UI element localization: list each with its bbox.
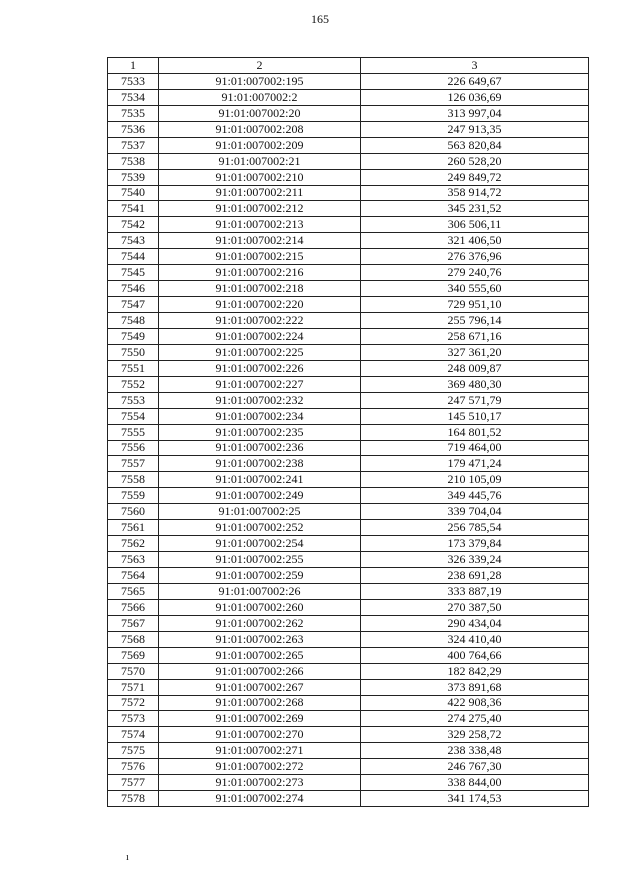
row-number-cell: 7575	[108, 743, 159, 759]
cadastral-number-cell: 91:01:007002:209	[159, 137, 361, 153]
table-row	[108, 488, 589, 504]
value-cell: 238 338,48	[361, 743, 589, 759]
value-cell: 422 908,36	[361, 695, 589, 711]
row-number-cell: 7548	[108, 313, 159, 329]
row-number-cell: 7573	[108, 711, 159, 727]
value-cell: 279 240,76	[361, 265, 589, 281]
table-row	[108, 583, 589, 599]
table-row	[108, 775, 589, 791]
cadastral-number-cell: 91:01:007002:216	[159, 265, 361, 281]
row-number-cell: 7572	[108, 695, 159, 711]
row-number-cell: 7535	[108, 105, 159, 121]
value-cell: 339 704,04	[361, 504, 589, 520]
cadastral-number-cell: 91:01:007002:218	[159, 281, 361, 297]
value-cell: 247 913,35	[361, 121, 589, 137]
table-row	[108, 520, 589, 536]
value-cell: 276 376,96	[361, 249, 589, 265]
row-number-cell: 7547	[108, 297, 159, 313]
cadastral-number-cell: 91:01:007002:212	[159, 201, 361, 217]
value-cell: 290 434,04	[361, 615, 589, 631]
table-header-row	[108, 58, 589, 74]
value-cell: 338 844,00	[361, 775, 589, 791]
table-row	[108, 727, 589, 743]
table-row	[108, 615, 589, 631]
row-number-cell: 7558	[108, 472, 159, 488]
row-number-cell: 7551	[108, 360, 159, 376]
value-cell: 255 796,14	[361, 313, 589, 329]
registry-table	[107, 57, 589, 807]
value-cell: 179 471,24	[361, 456, 589, 472]
table-row	[108, 440, 589, 456]
row-number-cell: 7540	[108, 185, 159, 201]
table-row	[108, 137, 589, 153]
cadastral-number-cell: 91:01:007002:232	[159, 392, 361, 408]
table-row	[108, 695, 589, 711]
cadastral-number-cell: 91:01:007002:215	[159, 249, 361, 265]
value-cell: 270 387,50	[361, 599, 589, 615]
row-number-cell: 7536	[108, 121, 159, 137]
cadastral-number-cell: 91:01:007002:274	[159, 791, 361, 807]
row-number-cell: 7553	[108, 392, 159, 408]
row-number-cell: 7537	[108, 137, 159, 153]
column-header: 1	[108, 58, 159, 74]
value-cell: 341 174,53	[361, 791, 589, 807]
cadastral-number-cell: 91:01:007002:262	[159, 615, 361, 631]
table-row	[108, 536, 589, 552]
cadastral-number-cell: 91:01:007002:252	[159, 520, 361, 536]
table-body	[108, 73, 589, 806]
cadastral-number-cell: 91:01:007002:263	[159, 631, 361, 647]
cadastral-number-cell: 91:01:007002:266	[159, 663, 361, 679]
table-row	[108, 73, 589, 89]
value-cell: 345 231,52	[361, 201, 589, 217]
cadastral-number-cell: 91:01:007002:241	[159, 472, 361, 488]
table-row	[108, 265, 589, 281]
value-cell: 246 767,30	[361, 759, 589, 775]
table-row	[108, 392, 589, 408]
row-number-cell: 7578	[108, 791, 159, 807]
row-number-cell: 7538	[108, 153, 159, 169]
value-cell: 274 275,40	[361, 711, 589, 727]
value-cell: 400 764,66	[361, 647, 589, 663]
value-cell: 326 339,24	[361, 552, 589, 568]
cadastral-number-cell: 91:01:007002:21	[159, 153, 361, 169]
table-row	[108, 249, 589, 265]
row-number-cell: 7545	[108, 265, 159, 281]
table-row	[108, 568, 589, 584]
row-number-cell: 7560	[108, 504, 159, 520]
value-cell: 340 555,60	[361, 281, 589, 297]
row-number-cell: 7539	[108, 169, 159, 185]
value-cell: 729 951,10	[361, 297, 589, 313]
value-cell: 321 406,50	[361, 233, 589, 249]
value-cell: 260 528,20	[361, 153, 589, 169]
cadastral-number-cell: 91:01:007002:220	[159, 297, 361, 313]
value-cell: 226 649,67	[361, 73, 589, 89]
row-number-cell: 7555	[108, 424, 159, 440]
row-number-cell: 7563	[108, 552, 159, 568]
row-number-cell: 7567	[108, 615, 159, 631]
value-cell: 349 445,76	[361, 488, 589, 504]
value-cell: 329 258,72	[361, 727, 589, 743]
table-row	[108, 759, 589, 775]
table-row	[108, 360, 589, 376]
value-cell: 145 510,17	[361, 408, 589, 424]
cadastral-number-cell: 91:01:007002:225	[159, 344, 361, 360]
cadastral-number-cell: 91:01:007002:267	[159, 679, 361, 695]
table-row	[108, 791, 589, 807]
value-cell: 173 379,84	[361, 536, 589, 552]
cadastral-number-cell: 91:01:007002:260	[159, 599, 361, 615]
table-row	[108, 663, 589, 679]
table-row	[108, 201, 589, 217]
row-number-cell: 7546	[108, 281, 159, 297]
value-cell: 327 361,20	[361, 344, 589, 360]
table-row	[108, 376, 589, 392]
row-number-cell: 7571	[108, 679, 159, 695]
cadastral-number-cell: 91:01:007002:273	[159, 775, 361, 791]
value-cell: 306 506,11	[361, 217, 589, 233]
row-number-cell: 7549	[108, 328, 159, 344]
column-header: 3	[361, 58, 589, 74]
value-cell: 248 009,87	[361, 360, 589, 376]
row-number-cell: 7557	[108, 456, 159, 472]
cadastral-number-cell: 91:01:007002:270	[159, 727, 361, 743]
table-row	[108, 281, 589, 297]
footer-mark: ı	[126, 852, 129, 863]
cadastral-number-cell: 91:01:007002:272	[159, 759, 361, 775]
table-row	[108, 424, 589, 440]
row-number-cell: 7569	[108, 647, 159, 663]
row-number-cell: 7570	[108, 663, 159, 679]
table-row	[108, 217, 589, 233]
row-number-cell: 7566	[108, 599, 159, 615]
cadastral-number-cell: 91:01:007002:265	[159, 647, 361, 663]
table-row	[108, 408, 589, 424]
cadastral-number-cell: 91:01:007002:224	[159, 328, 361, 344]
row-number-cell: 7544	[108, 249, 159, 265]
cadastral-number-cell: 91:01:007002:235	[159, 424, 361, 440]
row-number-cell: 7565	[108, 583, 159, 599]
cadastral-number-cell: 91:01:007002:259	[159, 568, 361, 584]
row-number-cell: 7556	[108, 440, 159, 456]
value-cell: 164 801,52	[361, 424, 589, 440]
table-row	[108, 472, 589, 488]
cadastral-number-cell: 91:01:007002:208	[159, 121, 361, 137]
table-row	[108, 105, 589, 121]
cadastral-number-cell: 91:01:007002:213	[159, 217, 361, 233]
row-number-cell: 7564	[108, 568, 159, 584]
table-row	[108, 185, 589, 201]
table-row	[108, 169, 589, 185]
row-number-cell: 7533	[108, 73, 159, 89]
cadastral-number-cell: 91:01:007002:2	[159, 89, 361, 105]
table-row	[108, 328, 589, 344]
row-number-cell: 7577	[108, 775, 159, 791]
page-number: 165	[311, 12, 329, 26]
value-cell: 563 820,84	[361, 137, 589, 153]
cadastral-number-cell: 91:01:007002:268	[159, 695, 361, 711]
cadastral-number-cell: 91:01:007002:238	[159, 456, 361, 472]
table-row	[108, 647, 589, 663]
cadastral-number-cell: 91:01:007002:227	[159, 376, 361, 392]
table-row	[108, 552, 589, 568]
table-row	[108, 121, 589, 137]
value-cell: 249 849,72	[361, 169, 589, 185]
value-cell: 258 671,16	[361, 328, 589, 344]
cadastral-number-cell: 91:01:007002:236	[159, 440, 361, 456]
table-row	[108, 233, 589, 249]
row-number-cell: 7561	[108, 520, 159, 536]
row-number-cell: 7562	[108, 536, 159, 552]
table-row	[108, 679, 589, 695]
row-number-cell: 7550	[108, 344, 159, 360]
row-number-cell: 7568	[108, 631, 159, 647]
value-cell: 182 842,29	[361, 663, 589, 679]
value-cell: 210 105,09	[361, 472, 589, 488]
table-row	[108, 313, 589, 329]
table-row	[108, 599, 589, 615]
value-cell: 313 997,04	[361, 105, 589, 121]
cadastral-number-cell: 91:01:007002:20	[159, 105, 361, 121]
table-row	[108, 297, 589, 313]
cadastral-number-cell: 91:01:007002:25	[159, 504, 361, 520]
cadastral-number-cell: 91:01:007002:271	[159, 743, 361, 759]
cadastral-number-cell: 91:01:007002:214	[159, 233, 361, 249]
cadastral-number-cell: 91:01:007002:26	[159, 583, 361, 599]
value-cell: 373 891,68	[361, 679, 589, 695]
cadastral-number-cell: 91:01:007002:226	[159, 360, 361, 376]
row-number-cell: 7534	[108, 89, 159, 105]
value-cell: 358 914,72	[361, 185, 589, 201]
row-number-cell: 7574	[108, 727, 159, 743]
row-number-cell: 7576	[108, 759, 159, 775]
cadastral-number-cell: 91:01:007002:269	[159, 711, 361, 727]
cadastral-number-cell: 91:01:007002:255	[159, 552, 361, 568]
value-cell: 238 691,28	[361, 568, 589, 584]
table-row	[108, 344, 589, 360]
table-row	[108, 631, 589, 647]
value-cell: 126 036,69	[361, 89, 589, 105]
row-number-cell: 7542	[108, 217, 159, 233]
table-row	[108, 153, 589, 169]
cadastral-number-cell: 91:01:007002:234	[159, 408, 361, 424]
table-row	[108, 504, 589, 520]
cadastral-number-cell: 91:01:007002:254	[159, 536, 361, 552]
value-cell: 369 480,30	[361, 376, 589, 392]
table-row	[108, 711, 589, 727]
value-cell: 256 785,54	[361, 520, 589, 536]
cadastral-number-cell: 91:01:007002:222	[159, 313, 361, 329]
row-number-cell: 7552	[108, 376, 159, 392]
value-cell: 719 464,00	[361, 440, 589, 456]
table-row	[108, 89, 589, 105]
value-cell: 324 410,40	[361, 631, 589, 647]
row-number-cell: 7554	[108, 408, 159, 424]
table-row	[108, 743, 589, 759]
cadastral-number-cell: 91:01:007002:249	[159, 488, 361, 504]
row-number-cell: 7543	[108, 233, 159, 249]
column-header: 2	[159, 58, 361, 74]
table-row	[108, 456, 589, 472]
cadastral-number-cell: 91:01:007002:211	[159, 185, 361, 201]
row-number-cell: 7541	[108, 201, 159, 217]
value-cell: 247 571,79	[361, 392, 589, 408]
row-number-cell: 7559	[108, 488, 159, 504]
value-cell: 333 887,19	[361, 583, 589, 599]
cadastral-number-cell: 91:01:007002:210	[159, 169, 361, 185]
cadastral-number-cell: 91:01:007002:195	[159, 73, 361, 89]
